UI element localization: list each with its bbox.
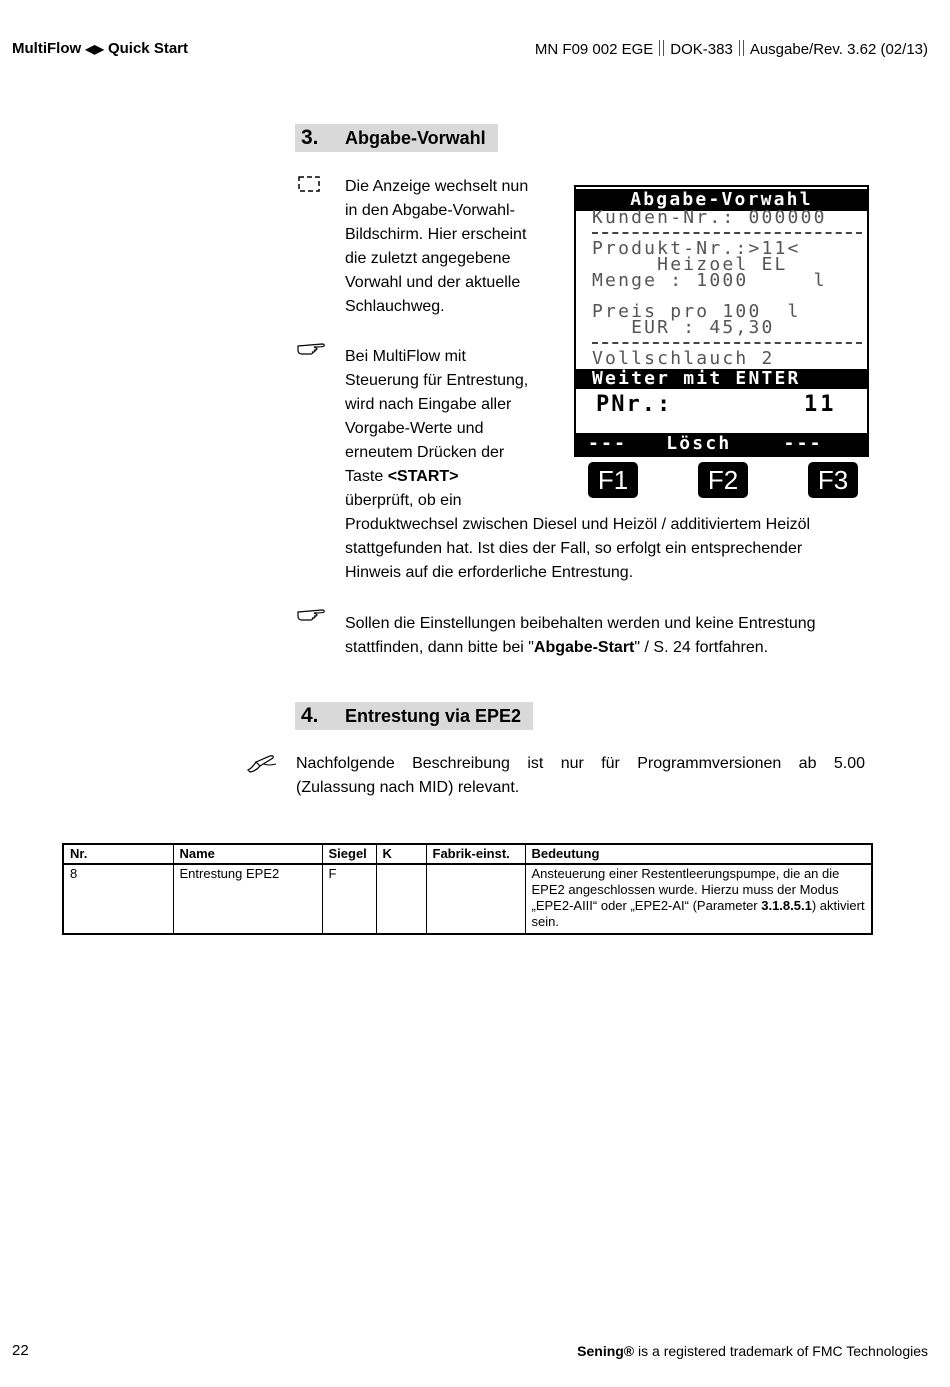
lcd-divider (592, 342, 862, 344)
separator (739, 40, 744, 56)
guide-name: Quick Start (107, 40, 188, 57)
column-header: K (376, 844, 426, 864)
display-screen-icon (297, 175, 321, 193)
text-line: Nachfolgende Beschreibung ist nur für Programmversionen ab 5.00 (296, 755, 865, 772)
lcd-pnr-label: PNr.: (596, 392, 673, 417)
text-fragment: Taste (345, 468, 388, 485)
hand-pointer-icon (296, 340, 326, 358)
lcd-title: Abgabe-Vorwahl (576, 189, 867, 211)
cell-k (376, 864, 426, 934)
triangle-right-icon: ▶ (94, 42, 104, 56)
section-title: Entrestung via EPE2 (345, 705, 522, 726)
section-number: 4. (301, 704, 319, 727)
trademark-text: is a registered trademark of FMC Technologies (634, 1343, 928, 1359)
lcd-heizoel: Heizoel EL (592, 254, 788, 275)
column-header: Bedeutung (525, 844, 872, 864)
section-number: 3. (301, 126, 319, 149)
text-line: Vorgabe-Werte und (345, 420, 484, 437)
section-title: Abgabe-Vorwahl (345, 127, 486, 148)
lcd-kunden: Kunden-Nr.: 000000 (592, 207, 827, 228)
dok-number: DOK-383 (670, 41, 733, 58)
section-4-note (296, 752, 865, 800)
cell-name: Entrestung EPE2 (173, 864, 322, 934)
revision: Ausgabe/Rev. 3.62 (02/13) (749, 41, 928, 58)
lcd-menge: Menge : 1000 l (592, 270, 827, 291)
lcd-preis: Preis pro 100 l (592, 301, 801, 322)
text-line: Produktwechsel zwischen Diesel und Heizöl / additiviertem Heizöl (345, 516, 811, 533)
column-header: Fabrik-einst. (426, 844, 525, 864)
parameter-table (62, 843, 873, 935)
text-line: wird nach Eingabe aller (345, 396, 512, 413)
lcd-softkeys: --- Lösch --- (576, 433, 867, 455)
f1-key[interactable]: F1 (588, 462, 638, 498)
cell-siegel: F (322, 864, 376, 934)
section-3-paragraph-3 (345, 612, 816, 660)
text-line (345, 636, 816, 660)
lcd-eur: EUR : 45,30 (592, 317, 775, 338)
text-line: überprüft, ob ein (345, 492, 462, 509)
table-row (63, 864, 872, 934)
lcd-display (574, 185, 869, 457)
text-line: erneutem Drücken der (345, 444, 505, 461)
text-line: Bildschirm. Hier erscheint (345, 226, 527, 243)
column-header: Nr. (63, 844, 173, 864)
text-line: Schlauchweg. (345, 298, 445, 315)
triangle-left-icon: ◀ (85, 42, 95, 56)
text-line: Bei MultiFlow mit (345, 348, 466, 365)
cell-nr: 8 (63, 864, 173, 934)
table-header-row (63, 844, 872, 864)
text-line: die zuletzt angegebene (345, 250, 511, 267)
cell-bedeutung (525, 864, 872, 934)
lcd-divider (592, 232, 862, 234)
brand-name: Sening® (577, 1343, 635, 1359)
text-line: Vorwahl und der aktuelle (345, 274, 521, 291)
text-line: Die Anzeige wechselt nun (345, 178, 529, 195)
footer-trademark (577, 1343, 928, 1359)
section-4-heading (295, 702, 533, 730)
header-title (12, 40, 188, 57)
text-line: Steuerung für Entrestung, (345, 372, 529, 389)
lcd-weiter: Weiter mit ENTER (576, 369, 867, 389)
text-fragment: stattfinden, dann bitte bei " (345, 639, 534, 656)
parameter-ref: 3.1.8.5.1 (761, 898, 812, 913)
product-name: MultiFlow (12, 40, 82, 57)
column-header: Siegel (322, 844, 376, 864)
text-fragment: ) aktiviert sein. (531, 898, 865, 929)
hand-pointer-icon (296, 606, 326, 624)
text-fragment: Ansteuerung einer Restentleerungspumpe, die an die EPE2 angeschlossen wurde. Hierzu muss der Modus „EPE2-AIII“ oder „EPE2-AI“ (Parameter (531, 866, 840, 913)
f2-key[interactable]: F2 (698, 462, 748, 498)
text-line: Sollen die Einstellungen beibehalten werden und keine Entrestung (345, 615, 816, 632)
link-abgabe-start: Abgabe-Start (533, 639, 635, 656)
doc-number: MN F09 002 EGE (534, 41, 654, 58)
header-doc-info (535, 40, 928, 58)
section-3-heading (295, 124, 498, 152)
page-number: 22 (12, 1342, 29, 1359)
lcd-pnr-value: 11 (804, 392, 837, 417)
text-fragment: " / S. 24 fortfahren. (634, 639, 769, 656)
writing-hand-icon (246, 754, 278, 774)
text-line: in den Abgabe-Vorwahl- (345, 202, 515, 219)
cell-fabrik (426, 864, 525, 934)
column-header: Name (173, 844, 322, 864)
f3-key[interactable]: F3 (808, 462, 858, 498)
text-line: (Zulassung nach MID) relevant. (296, 779, 520, 796)
separator (659, 40, 664, 56)
text-line: Hinweis auf die erforderliche Entrestung. (345, 564, 634, 581)
lcd-vollschlauch: Vollschlauch 2 (592, 348, 775, 369)
key-start: <START> (387, 468, 459, 485)
lcd-produkt: Produkt-Nr.:>11< (592, 238, 801, 259)
text-line: stattgefunden hat. Ist dies der Fall, so erfolgt ein entsprechender (345, 540, 803, 557)
section-3-paragraph-1 (345, 175, 528, 319)
